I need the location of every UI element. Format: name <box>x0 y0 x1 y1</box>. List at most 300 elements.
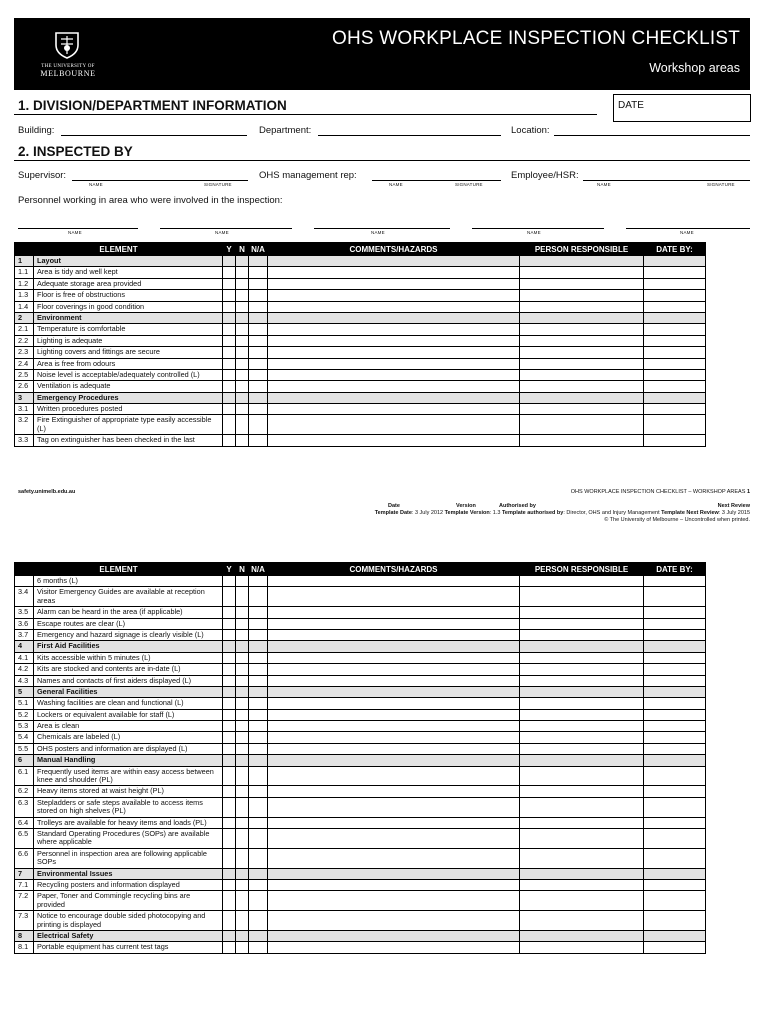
cell-date-by <box>644 256 706 267</box>
cell-comments <box>268 930 520 941</box>
cell-yes[interactable] <box>223 732 236 743</box>
cell-yes <box>223 392 236 403</box>
row-number: 1.4 <box>15 301 34 312</box>
cell-comments[interactable] <box>268 786 520 797</box>
cell-no[interactable] <box>236 618 249 629</box>
cell-comments[interactable] <box>268 290 520 301</box>
cell-date-by[interactable] <box>644 698 706 709</box>
cell-na[interactable] <box>249 381 268 392</box>
personnel-field-1[interactable] <box>18 228 138 229</box>
header-date-by: DATE BY: <box>644 243 706 256</box>
cell-no <box>236 686 249 697</box>
cell-comments[interactable] <box>268 347 520 358</box>
cell-na[interactable] <box>249 698 268 709</box>
cell-person-responsible[interactable] <box>520 828 644 848</box>
cell-person-responsible[interactable] <box>520 324 644 335</box>
cell-person-responsible[interactable] <box>520 607 644 618</box>
row-element: Noise level is acceptable/adequately controlled (L) <box>34 369 223 380</box>
header-na: N/A <box>249 563 268 576</box>
cell-no[interactable] <box>236 347 249 358</box>
cell-yes[interactable] <box>223 891 236 911</box>
cell-yes[interactable] <box>223 576 236 587</box>
cell-person-responsible[interactable] <box>520 381 644 392</box>
cell-na[interactable] <box>249 732 268 743</box>
row-element: Manual Handling <box>34 755 223 766</box>
cell-no[interactable] <box>236 369 249 380</box>
cell-no[interactable] <box>236 404 249 415</box>
personnel-name-caption-1: NAME <box>68 230 82 235</box>
row-number: 7.3 <box>15 911 34 931</box>
cell-comments[interactable] <box>268 743 520 754</box>
cell-comments[interactable] <box>268 675 520 686</box>
cell-na[interactable] <box>249 848 268 868</box>
cell-date-by[interactable] <box>644 587 706 607</box>
cell-na[interactable] <box>249 942 268 953</box>
cell-comments[interactable] <box>268 698 520 709</box>
cell-yes[interactable] <box>223 721 236 732</box>
row-number: 6.3 <box>15 797 34 817</box>
cell-yes[interactable] <box>223 709 236 720</box>
document-subtitle: Workshop areas <box>649 61 740 75</box>
row-element: Personnel in inspection area are following applicable SOPs <box>34 848 223 868</box>
cell-date-by[interactable] <box>644 797 706 817</box>
cell-comments[interactable] <box>268 848 520 868</box>
cell-no[interactable] <box>236 709 249 720</box>
cell-person-responsible[interactable] <box>520 732 644 743</box>
cell-person-responsible[interactable] <box>520 358 644 369</box>
cell-yes[interactable] <box>223 607 236 618</box>
cell-na[interactable] <box>249 576 268 587</box>
cell-date-by[interactable] <box>644 278 706 289</box>
cell-yes[interactable] <box>223 817 236 828</box>
cell-comments <box>268 392 520 403</box>
cell-yes[interactable] <box>223 675 236 686</box>
cell-na <box>249 392 268 403</box>
cell-date-by[interactable] <box>644 828 706 848</box>
cell-no[interactable] <box>236 891 249 911</box>
cell-date-by[interactable] <box>644 435 706 446</box>
building-field[interactable] <box>61 135 247 136</box>
table-row <box>15 404 706 415</box>
ohs-rep-name-caption: NAME <box>389 182 403 187</box>
cell-yes[interactable] <box>223 267 236 278</box>
cell-comments[interactable] <box>268 891 520 911</box>
row-element: Area is tidy and well kept <box>34 267 223 278</box>
cell-comments[interactable] <box>268 709 520 720</box>
cell-person-responsible <box>520 930 644 941</box>
cell-comments[interactable] <box>268 587 520 607</box>
row-element: Tag on extinguisher has been checked in the last <box>34 435 223 446</box>
cell-na[interactable] <box>249 301 268 312</box>
cell-yes[interactable] <box>223 301 236 312</box>
cell-comments[interactable] <box>268 358 520 369</box>
cell-na[interactable] <box>249 911 268 931</box>
cell-comments[interactable] <box>268 435 520 446</box>
header-comments: COMMENTS/HAZARDS <box>268 243 520 256</box>
cell-comments[interactable] <box>268 942 520 953</box>
cell-comments[interactable] <box>268 324 520 335</box>
cell-comments[interactable] <box>268 415 520 435</box>
row-element: General Facilities <box>34 686 223 697</box>
cell-person-responsible[interactable] <box>520 278 644 289</box>
cell-person-responsible[interactable] <box>520 817 644 828</box>
cell-date-by[interactable] <box>644 942 706 953</box>
row-element: Escape routes are clear (L) <box>34 618 223 629</box>
row-element: Area is clean <box>34 721 223 732</box>
cell-na[interactable] <box>249 347 268 358</box>
cell-no[interactable] <box>236 664 249 675</box>
cell-no[interactable] <box>236 797 249 817</box>
cell-na[interactable] <box>249 675 268 686</box>
cell-na[interactable] <box>249 786 268 797</box>
cell-no[interactable] <box>236 324 249 335</box>
cell-na[interactable] <box>249 435 268 446</box>
cell-no[interactable] <box>236 942 249 953</box>
cell-yes[interactable] <box>223 942 236 953</box>
cell-comments[interactable] <box>268 732 520 743</box>
cell-person-responsible[interactable] <box>520 587 644 607</box>
cell-date-by[interactable] <box>644 709 706 720</box>
cell-yes[interactable] <box>223 879 236 890</box>
cell-na[interactable] <box>249 879 268 890</box>
row-number: 1.3 <box>15 290 34 301</box>
cell-na[interactable] <box>249 664 268 675</box>
cell-comments[interactable] <box>268 381 520 392</box>
cell-yes[interactable] <box>223 766 236 786</box>
cell-person-responsible <box>520 256 644 267</box>
cell-person-responsible[interactable] <box>520 618 644 629</box>
cell-comments[interactable] <box>268 267 520 278</box>
cell-no[interactable] <box>236 278 249 289</box>
cell-date-by[interactable] <box>644 576 706 587</box>
table-row <box>15 721 706 732</box>
cell-yes[interactable] <box>223 404 236 415</box>
footer-template-auth: : Director, OHS and Injury Management <box>563 510 660 516</box>
table-row <box>15 607 706 618</box>
cell-person-responsible[interactable] <box>520 891 644 911</box>
cell-person-responsible[interactable] <box>520 675 644 686</box>
cell-comments[interactable] <box>268 721 520 732</box>
table-row <box>15 828 706 848</box>
cell-comments[interactable] <box>268 664 520 675</box>
cell-date-by[interactable] <box>644 381 706 392</box>
cell-no[interactable] <box>236 828 249 848</box>
cell-person-responsible[interactable] <box>520 415 644 435</box>
cell-person-responsible[interactable] <box>520 942 644 953</box>
cell-comments[interactable] <box>268 618 520 629</box>
row-element: Notice to encourage double sided photocopying and printing is displayed <box>34 911 223 931</box>
cell-person-responsible[interactable] <box>520 576 644 587</box>
cell-comments[interactable] <box>268 278 520 289</box>
cell-comments[interactable] <box>268 369 520 380</box>
cell-na[interactable] <box>249 743 268 754</box>
cell-date-by <box>644 930 706 941</box>
cell-na <box>249 755 268 766</box>
cell-no[interactable] <box>236 301 249 312</box>
cell-yes[interactable] <box>223 278 236 289</box>
cell-yes[interactable] <box>223 618 236 629</box>
cell-na[interactable] <box>249 369 268 380</box>
cell-na[interactable] <box>249 415 268 435</box>
ohs-rep-field[interactable] <box>372 180 501 181</box>
cell-date-by[interactable] <box>644 347 706 358</box>
header-element: ELEMENT <box>15 563 223 576</box>
cell-date-by[interactable] <box>644 629 706 640</box>
cell-comments[interactable] <box>268 607 520 618</box>
cell-yes[interactable] <box>223 911 236 931</box>
cell-no[interactable] <box>236 698 249 709</box>
cell-date-by[interactable] <box>644 607 706 618</box>
cell-yes[interactable] <box>223 848 236 868</box>
crest-icon <box>52 30 82 60</box>
cell-na[interactable] <box>249 709 268 720</box>
cell-comments[interactable] <box>268 879 520 890</box>
cell-no[interactable] <box>236 415 249 435</box>
footer-h-next: Next Review <box>717 503 750 509</box>
cell-person-responsible[interactable] <box>520 652 644 663</box>
table-row <box>15 797 706 817</box>
row-number: 2 <box>15 312 34 323</box>
cell-no[interactable] <box>236 335 249 346</box>
cell-na[interactable] <box>249 652 268 663</box>
row-element: Paper, Toner and Commingle recycling bins are provided <box>34 891 223 911</box>
cell-date-by[interactable] <box>644 618 706 629</box>
row-number: 1.2 <box>15 278 34 289</box>
row-element: Fire Extinguisher of appropriate type easily accessible (L) <box>34 415 223 435</box>
cell-person-responsible[interactable] <box>520 404 644 415</box>
header-element: ELEMENT <box>15 243 223 256</box>
cell-yes[interactable] <box>223 369 236 380</box>
cell-no[interactable] <box>236 848 249 868</box>
row-element: Floor coverings in good condition <box>34 301 223 312</box>
cell-date-by[interactable] <box>644 879 706 890</box>
cell-no[interactable] <box>236 587 249 607</box>
cell-person-responsible[interactable] <box>520 664 644 675</box>
cell-person-responsible[interactable] <box>520 766 644 786</box>
cell-comments[interactable] <box>268 335 520 346</box>
table-row <box>15 278 706 289</box>
cell-no[interactable] <box>236 743 249 754</box>
cell-na[interactable] <box>249 629 268 640</box>
cell-date-by[interactable] <box>644 848 706 868</box>
row-number: 7 <box>15 868 34 879</box>
department-field[interactable] <box>318 135 501 136</box>
cell-person-responsible[interactable] <box>520 848 644 868</box>
cell-yes[interactable] <box>223 698 236 709</box>
cell-date-by[interactable] <box>644 911 706 931</box>
cell-na[interactable] <box>249 335 268 346</box>
document-title: OHS WORKPLACE INSPECTION CHECKLIST <box>332 28 740 49</box>
table-row <box>15 675 706 686</box>
cell-na[interactable] <box>249 766 268 786</box>
row-number: 6.1 <box>15 766 34 786</box>
cell-yes[interactable] <box>223 743 236 754</box>
personnel-field-5[interactable] <box>626 228 750 229</box>
cell-comments[interactable] <box>268 817 520 828</box>
cell-no[interactable] <box>236 817 249 828</box>
cell-person-responsible[interactable] <box>520 709 644 720</box>
cell-na[interactable] <box>249 618 268 629</box>
row-number: 6.5 <box>15 828 34 848</box>
cell-date-by[interactable] <box>644 786 706 797</box>
cell-yes[interactable] <box>223 435 236 446</box>
cell-date-by[interactable] <box>644 891 706 911</box>
cell-no[interactable] <box>236 381 249 392</box>
cell-no[interactable] <box>236 267 249 278</box>
cell-no[interactable] <box>236 358 249 369</box>
cell-person-responsible[interactable] <box>520 698 644 709</box>
cell-na[interactable] <box>249 817 268 828</box>
cell-person-responsible[interactable] <box>520 301 644 312</box>
row-number: 7.2 <box>15 891 34 911</box>
cell-yes[interactable] <box>223 335 236 346</box>
footer-template-date: : 3 July 2012 <box>411 510 444 516</box>
cell-date-by[interactable] <box>644 267 706 278</box>
date-field[interactable] <box>613 94 751 122</box>
cell-person-responsible[interactable] <box>520 879 644 890</box>
cell-yes[interactable] <box>223 828 236 848</box>
cell-comments[interactable] <box>268 629 520 640</box>
cell-yes[interactable] <box>223 797 236 817</box>
cell-yes[interactable] <box>223 347 236 358</box>
table-row <box>15 891 706 911</box>
cell-person-responsible[interactable] <box>520 786 644 797</box>
cell-no[interactable] <box>236 576 249 587</box>
cell-comments[interactable] <box>268 828 520 848</box>
cell-yes[interactable] <box>223 415 236 435</box>
cell-date-by[interactable] <box>644 290 706 301</box>
cell-date-by[interactable] <box>644 415 706 435</box>
cell-person-responsible[interactable] <box>520 347 644 358</box>
row-number: 4.2 <box>15 664 34 675</box>
cell-person-responsible[interactable] <box>520 335 644 346</box>
personnel-field-2[interactable] <box>160 228 292 229</box>
cell-na[interactable] <box>249 828 268 848</box>
cell-date-by[interactable] <box>644 652 706 663</box>
cell-person-responsible[interactable] <box>520 629 644 640</box>
cell-no[interactable] <box>236 911 249 931</box>
cell-date-by[interactable] <box>644 732 706 743</box>
cell-na[interactable] <box>249 278 268 289</box>
cell-no[interactable] <box>236 607 249 618</box>
cell-na[interactable] <box>249 290 268 301</box>
cell-person-responsible[interactable] <box>520 290 644 301</box>
cell-na[interactable] <box>249 587 268 607</box>
cell-date-by[interactable] <box>644 404 706 415</box>
table-row <box>15 267 706 278</box>
cell-yes <box>223 256 236 267</box>
personnel-field-4[interactable] <box>472 228 604 229</box>
cell-yes[interactable] <box>223 587 236 607</box>
cell-comments[interactable] <box>268 652 520 663</box>
cell-na[interactable] <box>249 324 268 335</box>
cell-date-by[interactable] <box>644 743 706 754</box>
cell-no[interactable] <box>236 766 249 786</box>
cell-person-responsible[interactable] <box>520 369 644 380</box>
header-banner <box>14 18 750 90</box>
cell-person-responsible[interactable] <box>520 911 644 931</box>
cell-no[interactable] <box>236 435 249 446</box>
cell-date-by[interactable] <box>644 817 706 828</box>
row-element: Kits are stocked and contents are in-date (L) <box>34 664 223 675</box>
table-header-row <box>15 563 706 576</box>
cell-comments[interactable] <box>268 404 520 415</box>
cell-date-by[interactable] <box>644 369 706 380</box>
cell-yes[interactable] <box>223 786 236 797</box>
cell-na[interactable] <box>249 267 268 278</box>
cell-yes[interactable] <box>223 381 236 392</box>
cell-no[interactable] <box>236 786 249 797</box>
employee-field[interactable] <box>583 180 750 181</box>
cell-date-by <box>644 755 706 766</box>
cell-na[interactable] <box>249 721 268 732</box>
table-row <box>15 381 706 392</box>
cell-date-by[interactable] <box>644 721 706 732</box>
cell-date-by[interactable] <box>644 324 706 335</box>
cell-yes[interactable] <box>223 358 236 369</box>
cell-no[interactable] <box>236 732 249 743</box>
row-element: Chemicals are labeled (L) <box>34 732 223 743</box>
cell-date-by <box>644 641 706 652</box>
cell-yes[interactable] <box>223 324 236 335</box>
row-element: 6 months (L) <box>34 576 223 587</box>
cell-person-responsible[interactable] <box>520 721 644 732</box>
cell-yes[interactable] <box>223 290 236 301</box>
cell-comments[interactable] <box>268 301 520 312</box>
cell-date-by[interactable] <box>644 766 706 786</box>
cell-na[interactable] <box>249 358 268 369</box>
cell-na[interactable] <box>249 607 268 618</box>
cell-date-by[interactable] <box>644 358 706 369</box>
cell-date-by[interactable] <box>644 335 706 346</box>
cell-person-responsible[interactable] <box>520 797 644 817</box>
cell-comments[interactable] <box>268 911 520 931</box>
table-row <box>15 664 706 675</box>
cell-na[interactable] <box>249 891 268 911</box>
cell-comments[interactable] <box>268 576 520 587</box>
cell-no[interactable] <box>236 675 249 686</box>
cell-date-by[interactable] <box>644 664 706 675</box>
cell-comments[interactable] <box>268 766 520 786</box>
department-label: Department: <box>259 125 312 136</box>
personnel-field-3[interactable] <box>314 228 450 229</box>
cell-no[interactable] <box>236 879 249 890</box>
cell-yes[interactable] <box>223 652 236 663</box>
row-number: 5.4 <box>15 732 34 743</box>
supervisor-field[interactable] <box>72 180 248 181</box>
cell-no[interactable] <box>236 629 249 640</box>
row-number: 2.1 <box>15 324 34 335</box>
cell-person-responsible[interactable] <box>520 435 644 446</box>
cell-date-by[interactable] <box>644 301 706 312</box>
cell-date-by[interactable] <box>644 675 706 686</box>
cell-person-responsible[interactable] <box>520 267 644 278</box>
cell-na[interactable] <box>249 404 268 415</box>
location-field[interactable] <box>554 135 750 136</box>
cell-yes[interactable] <box>223 629 236 640</box>
table-row <box>15 435 706 446</box>
header-n: N <box>236 243 249 256</box>
cell-no <box>236 256 249 267</box>
cell-no[interactable] <box>236 290 249 301</box>
cell-no[interactable] <box>236 721 249 732</box>
cell-person-responsible[interactable] <box>520 743 644 754</box>
row-number: 3.5 <box>15 607 34 618</box>
cell-comments[interactable] <box>268 797 520 817</box>
cell-yes[interactable] <box>223 664 236 675</box>
cell-na[interactable] <box>249 797 268 817</box>
cell-no[interactable] <box>236 652 249 663</box>
